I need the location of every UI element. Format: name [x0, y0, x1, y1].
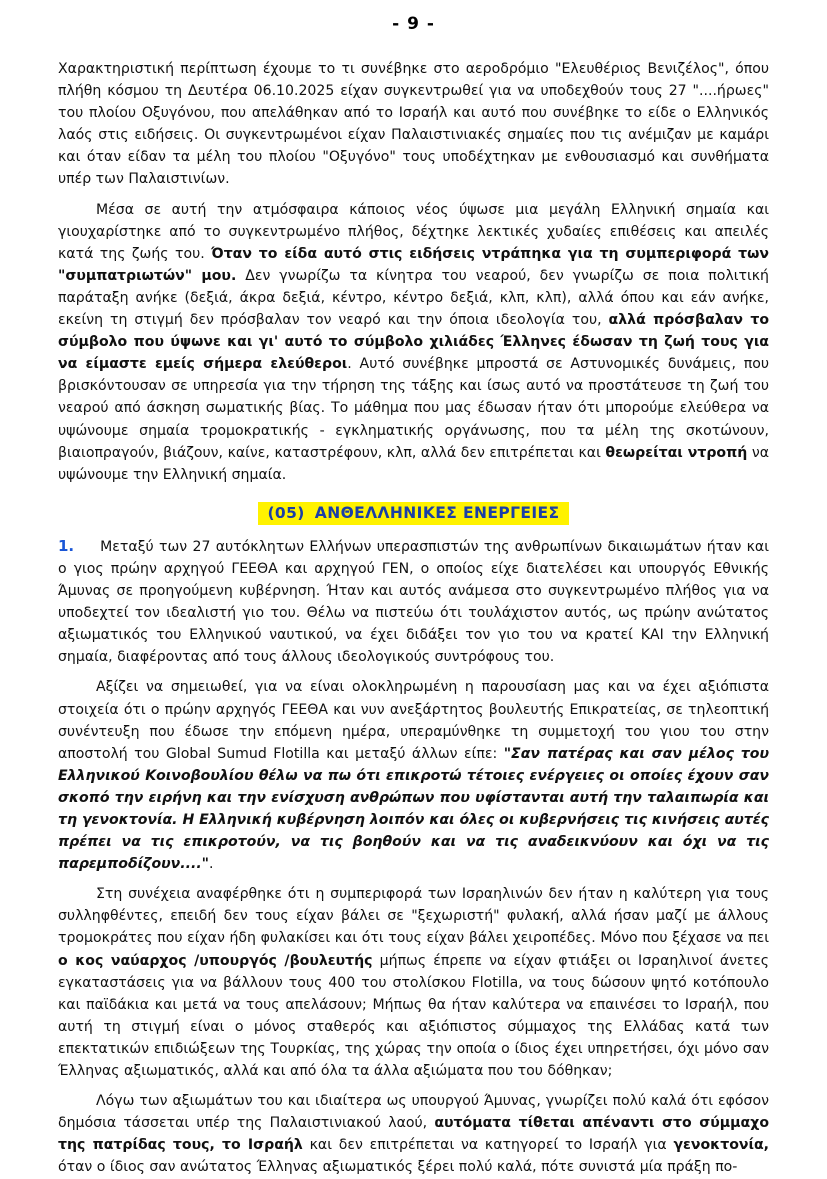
paragraph-5	[58, 883, 769, 1082]
paragraph-5-text-b: μήπως έπρεπε να είχαν φτιάξει οι Ισραηλινοί άνετες εγκαταστάσεις για να βάλλουν τους 400 του στολίσκου Flotilla, να τους δώσουν ψητό κοτόπουλο και παϊδάκια και μετά να τους απελάσουν; Μήπως θα ήταν καλύτερα να επαινέσει το Ισραήλ, που αυτή τη στιγμή είναι ο μόνος σταθερός και αξιόπιστος σύμμαχος της Ελλάδας κατά των επεκτατικών επιδιώξεων της Τουρκίας, της χώρας την οποία ο ίδιος έχει υπηρετήσει, όχι μόνο σαν Έλληνας αξιωματικός, αλλά και από όλα τα άλλα αξιώματα που του δόθηκαν;	[58, 952, 769, 1080]
paragraph-5-text-a: Στη συνέχεια αναφέρθηκε ότι η συμπεριφορά των Ισραηλινών δεν ήταν η καλύτερη για τους συλληφθέντες, επειδή δεν τους είχαν βάλει σε "ξεχωριστή" φυλακή, αλλά ήσαν μαζί με άλλους τρομοκράτες που είχαν ήδη φυλακίσει και ότι τους είχαν βάλει χειροπέδες. Μόνο που ξέχασε να πει	[58, 886, 769, 947]
paragraph-2-text-a: Μέσα σε αυτή την ατμόσφαιρα κάποιος νέος ύψωσε μια μεγάλη Ελληνική σημαία και γιουχαρίστηκε από το συγκεντρωμένο πλήθος, δέχτηκε λεκτικές χυδαίες επιθέσεις και απειλές κατά της ζωής του.	[58, 201, 769, 262]
paragraph-6-text-c: όταν ο ίδιος σαν ανώτατος Έλληνας αξιωματικός ξέρει πολύ καλά, πότε συνιστά μία πράξη πο-	[58, 1159, 738, 1176]
paragraph-4	[58, 676, 769, 875]
section-heading-title: ΑΝΘΕΛΛΗΝΙΚΕΣ ΕΝΕΡΓΕΙΕΣ	[314, 503, 560, 522]
section-heading	[58, 502, 769, 525]
paragraph-4-text-b: .	[209, 856, 214, 873]
paragraph-6	[58, 1090, 769, 1178]
paragraph-4-quote: "Σαν πατέρας και σαν μέλος του Ελληνικού Κοινοβουλίου θέλω να πω ότι επικροτώ τέτοιες ενέργειες οι οποίες έχουν σαν σκοπό την ειρήνη και την ενίσχυση ανθρώπων που υφίστανται αυτή την ταλαιπωρία και τη γενοκτονία. Η Ελληνική κυβέρνηση λοιπόν και όλες οι κυβερνήσεις τις κινήσεις αυτές πρέπει να τις επικροτούν, να τις βοηθούν και να τις αναδεικνύουν και όχι να τις παρεμποδίζουν...."	[58, 745, 769, 873]
paragraph-1	[58, 58, 769, 191]
paragraph-1-text: Χαρακτηριστική περίπτωση έχουμε το τι συνέβηκε στο αεροδρόμιο "Ελευθέριος Βενιζέλος", όπου πλήθη κόσμου τη Δευτέρα 06.10.2025 είχαν συγκεντρωθεί για να υποδεχθούν τους 27 "....ήρωες" του πλοίου Οξυγόνου, που απελάθηκαν από το Ισραήλ και αυτό που συνέβηκε το είδε ο Ελληνικός λαός στις ειδήσεις. Οι συγκεντρωμένοι είχαν Παλαιστινιακές σημαίες που τις ανέμιζαν με καμάρι και όταν είδαν τα μέλη του πλοίου "Οξυγόνο" τους υποδέχτηκαν με ενθουσιασμό και συνθήματα υπέρ των Παλαιστινίων.	[58, 61, 769, 188]
document-body	[58, 58, 769, 1179]
paragraph-2-bold-b: αλλά πρόσβαλαν το σύμβολο που ύψωνε και γι' αυτό το σύμβολο χιλιάδες Έλληνες έδωσαν τη ζωή τους για να είμαστε εμείς σήμερα ελεύθεροι	[58, 312, 770, 373]
paragraph-3-text: Μεταξύ των 27 αυτόκλητων Ελλήνων υπερασπιστών της ανθρωπίνων δικαιωμάτων ήταν και ο γιος πρώην αρχηγού ΓΕΕΘΑ και αρχηγού ΓΕΝ, ο οποίος είχε διατελέσει και υπουργός Εθνικής Άμυνας σε προηγούμενη κυβέρνηση. Ήταν και αυτός ανάμεσα στο συγκεντρωμένο πλήθος για να υποδεχτεί τον ιδεαλιστή γιο του. Θέλω να πιστεύω ότι τουλάχιστον αυτός, ως πρώην ανώτατος αξιωματικός του Ελληνικού ναυτικού, να έχει διδάξει τον γιο του να κρατεί ΚΑΙ την Ελληνική σημαία, διαφέροντας από τους άλλους ιδεολογικούς συντρόφους του.	[58, 538, 769, 666]
paragraph-2-text-b: Δεν γνωρίζω τα κίνητρα του νεαρού, δεν γνωρίζω σε ποια πολιτική παράταξη ανήκε (δεξιά, άκρα δεξιά, κέντρο, κέντρο δεξιά, κλπ, κλπ), αλλά όπου και εάν ανήκε, εκείνη τη στιγμή δεν πρόσβαλαν τον νεαρό και την όποια ιδεολογία του,	[58, 267, 769, 329]
paragraph-3	[58, 535, 769, 669]
paragraph-5-bold-a: ο κος ναύαρχος /υπουργός /βουλευτής	[58, 952, 373, 969]
paragraph-4-text-a: Αξίζει να σημειωθεί, για να είναι ολοκληρωμένη η παρουσίαση μας και να έχει αξιόπιστα στοιχεία ότι ο πρώην αρχηγός ΓΕΕΘΑ και νυν ανεξάρτητος βουλευτής Επικρατείας, σε τηλεοπτική συνέντευξη που έδωσε την επόμενη ημέρα, υπεραμύνθηκε τη συμμετοχή του γιου του στην αποστολή του Global Sumud Flotilla και μεταξύ άλλων είπε:	[58, 679, 769, 762]
paragraph-2-text-d: να υψώνουμε την Ελληνική σημαία.	[58, 444, 769, 483]
section-heading-highlight	[258, 502, 568, 525]
section-heading-number: (05)	[267, 503, 305, 522]
paragraph-6-text-b: και δεν επιτρέπεται να κατηγορεί το Ισραήλ για	[302, 1137, 674, 1154]
page-number: - 9 -	[392, 14, 435, 34]
paragraph-6-bold-a: αυτόματα τίθεται απέναντι στο σύμμαχο της πατρίδας τους, το Ισραήλ	[58, 1115, 770, 1154]
paragraph-2	[58, 199, 769, 486]
list-item-number: 1.	[58, 536, 75, 555]
paragraph-2-bold-a: Όταν το είδα αυτό στις ειδήσεις ντράπηκα για τη συμπεριφορά των "συμπατριωτών" μου.	[58, 245, 769, 284]
paragraph-2-text-c: . Αυτό συνέβηκε μπροστά σε Αστυνομικές δυνάμεις, που βρισκόντουσαν σε υπηρεσία για την τήρηση της τάξης και ίσως αυτό να προστάτευσε τη ζωή του νεαρού από άσκηση σωματικής βίας. Το μάθημα που μας έδωσαν ήταν ότι μπορούμε ελεύθερα να υψώνουμε σημαία τρομοκρατικής - εγκληματικής οργάνωσης, που τα μέλη της σκοτώνουν, βιαιοπραγούν, βιάζουν, καίνε, καταστρέφουν, κλπ, αλλά δεν επιτρέπεται και	[58, 356, 769, 461]
paragraph-6-text-a: Λόγω των αξιωμάτων του και ιδιαίτερα ως υπουργού Άμυνας, γνωρίζει πολύ καλά ότι εφόσον δημόσια τάσσεται υπέρ της Παλαιστινιακού λαού,	[58, 1093, 769, 1132]
paragraph-6-bold-b: γενοκτονία,	[673, 1137, 769, 1154]
paragraph-2-bold-c: θεωρείται ντροπή	[605, 444, 748, 461]
